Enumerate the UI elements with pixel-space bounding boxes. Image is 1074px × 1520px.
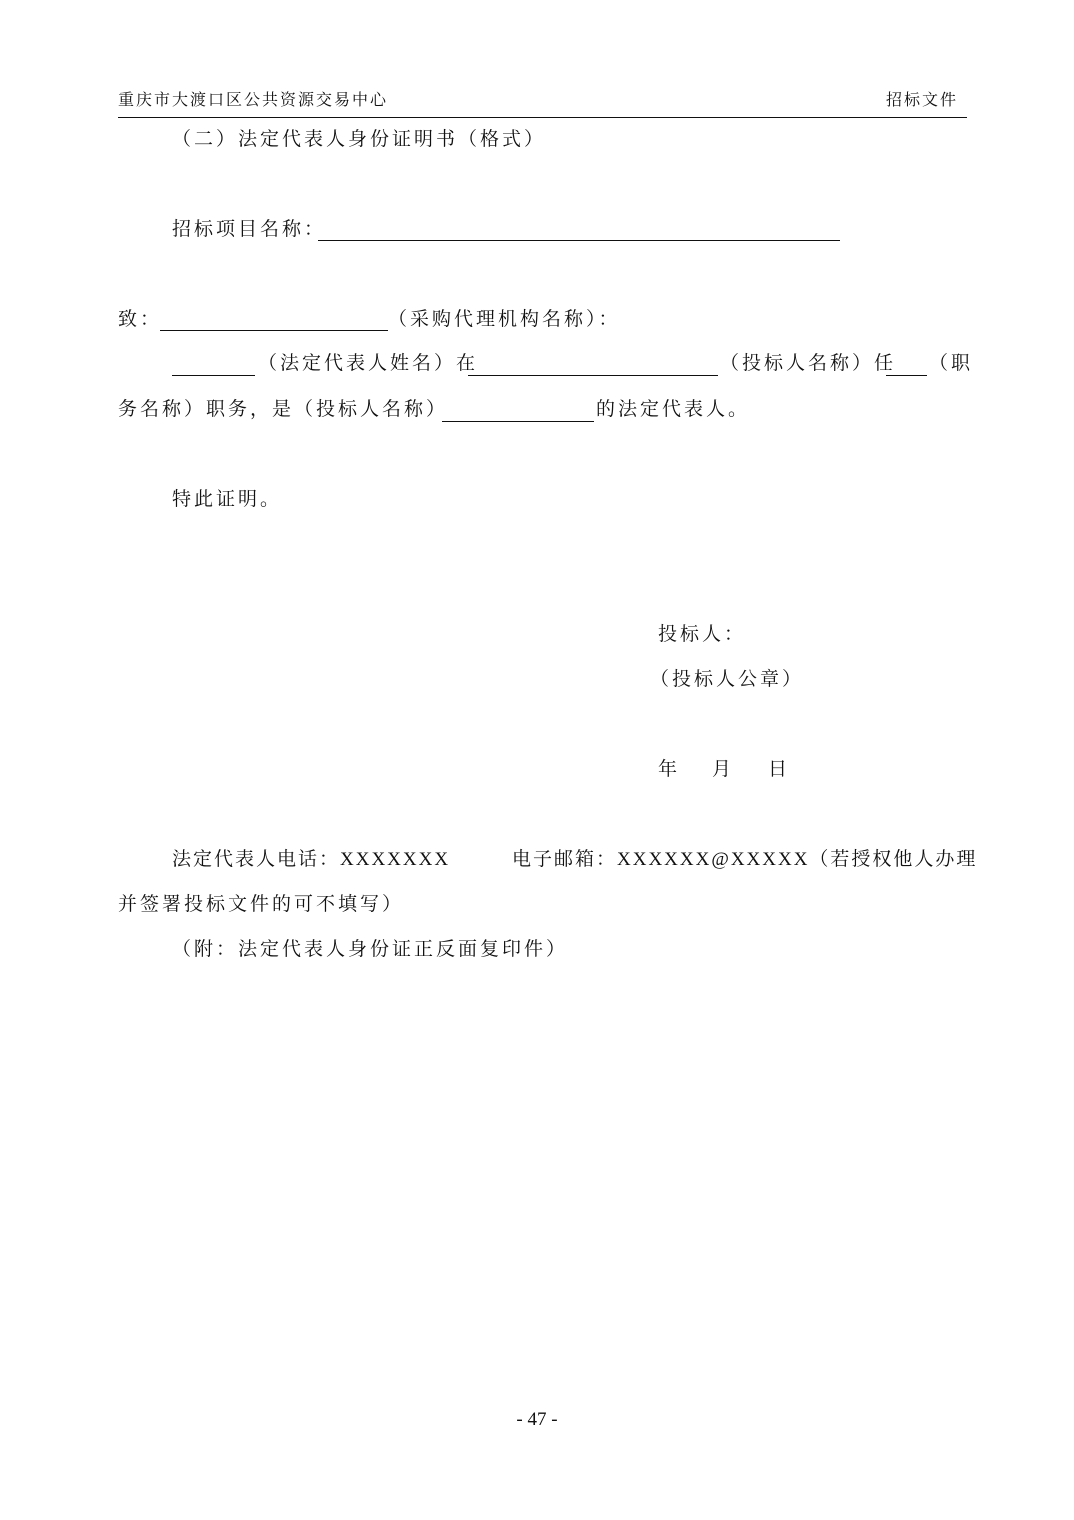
p1-a: （法定代表人姓名）在 xyxy=(258,353,479,374)
header-doc-type: 招标文件 xyxy=(886,92,959,109)
bidder-name-blank[interactable] xyxy=(468,375,718,376)
phone-text: 法定代表人电话：XXXXXXX xyxy=(172,849,451,870)
position-blank[interactable] xyxy=(886,375,927,376)
p2-a: 务名称）职务，是（投标人名称） xyxy=(118,399,449,420)
section-title: （二）法定代表人身份证明书（格式） xyxy=(172,129,547,150)
day-label: 日 xyxy=(768,759,791,780)
bidder-label: 投标人： xyxy=(658,624,747,645)
seal-label: （投标人公章） xyxy=(650,669,805,690)
header-rule xyxy=(118,117,967,118)
header-org: 重庆市大渡口区公共资源交易中心 xyxy=(118,92,389,109)
project-label: 招标项目名称： xyxy=(172,219,327,240)
p1-c: （职 xyxy=(929,353,974,374)
p2-b: 的法定代表人。 xyxy=(596,399,751,420)
year-label: 年 xyxy=(658,759,681,780)
email-text: 电子邮箱：XXXXXX@XXXXX（若授权他人办理 xyxy=(512,849,978,870)
bidder-name-blank-2[interactable] xyxy=(442,421,594,422)
page-number: - 47 - xyxy=(516,1409,558,1430)
to-suffix: （采购代理机构名称）： xyxy=(388,309,621,330)
agency-name-blank[interactable] xyxy=(160,330,388,331)
rep-name-blank[interactable] xyxy=(172,375,255,376)
certify-text: 特此证明。 xyxy=(172,489,283,510)
to-label: 致： xyxy=(118,309,163,330)
month-label: 月 xyxy=(712,759,735,780)
project-name-blank[interactable] xyxy=(318,240,840,241)
p1-b: （投标人名称）任 xyxy=(720,353,897,374)
attachment-note: （附：法定代表人身份证正反面复印件） xyxy=(172,939,569,960)
email-note-cont: 并签署投标文件的可不填写） xyxy=(118,894,405,915)
